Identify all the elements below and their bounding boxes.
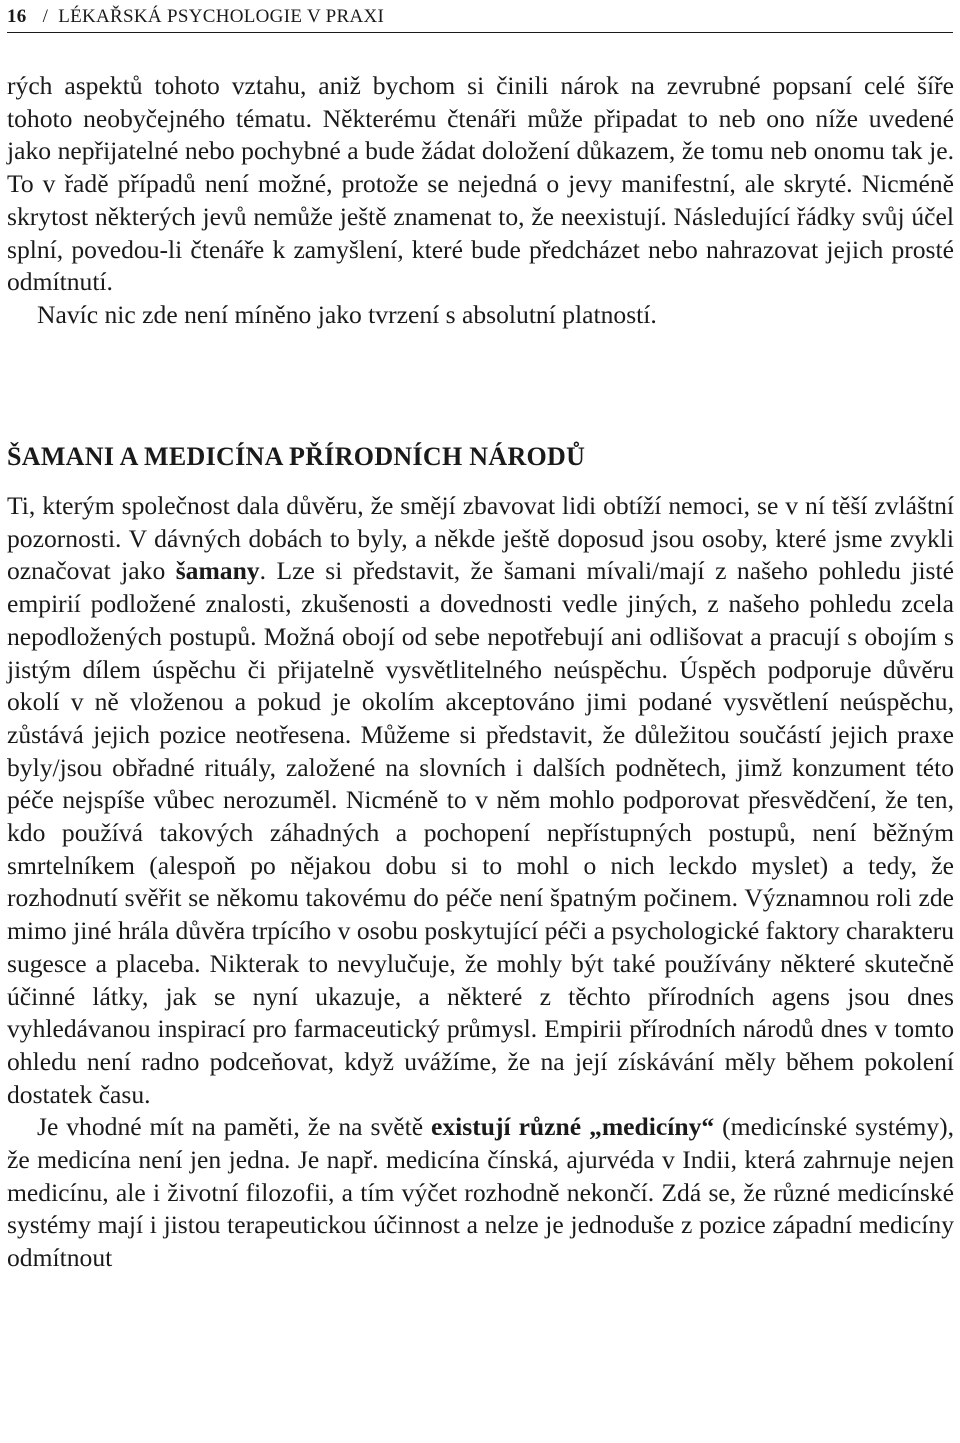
p2-text-after: (medicínské systémy), že medicína není jen jedna. Je např. medicína čínská, ajurvéda v Indii, která zahrnuje nejen medicínu, ale i životní filozofii, a tím výčet rozhodně nekončí. Zdá se, že různé medicínské systémy mají i jistou terapeutickou účinnost a nelze je jednoduše z pozice západní medicíny odmítnout [7, 1112, 954, 1273]
section-paragraph-1 [7, 490, 954, 1111]
intro-paragraph-2: Navíc nic zde není míněno jako tvrzení s absolutní platností. [37, 299, 657, 329]
intro-paragraph-1: rých aspektů tohoto vztahu, aniž bychom si činili nárok na zevrubné popsaní celé šíře tohoto neobyčejného tématu. Některému čtenáři může připadat to neb ono níže uvedené jako nepřijatelné nebo pochybné a bude žádat doložení důkazem, že tomu neb onomu tak je. To v řadě případů není možné, protože se nejedná o jevy manifestní, ale skryté. Nicméně skrytost některých jevů nemůže ještě znamenat to, že neexistují. Následující řádky svůj účel splní, povedou-li čtenáře k zamyšlení, které bude předcházet nebo nahrazovat jejich prosté odmítnutí. [7, 71, 954, 297]
p2-bold-term: existují různé „medicíny“ [431, 1112, 715, 1142]
running-header [7, 4, 953, 33]
p2-text-before: Je vhodné mít na paměti, že na světě [37, 1112, 432, 1142]
p1-text-before: Ti, kterým společnost dala důvěru, že smějí zbavovat lidi obtíží nemoci, se v ní těší zvláštní pozornosti. V dávných dobách to byly, a někde ještě doposud jsou osoby, které jsme zvykli označovat jako [7, 491, 954, 586]
p1-text-after: . Lze si představit, že šamani mívali/mají z našeho pohledu jisté empirií podložené znalosti, zkušenosti a dovednosti vedle jiných, z našeho pohledu zcela nepodložených postupů. Možná obojí od sebe nepotřebují ani odlišovat a pracují s obojím s jistým dílem úspěchu či přijatelně vysvětlitelného neúspěchu. Úspěch podporuje důvěru okolí v ně vloženou a pokud je okolím akceptováno jimi podané vysvětlení neúspěchu, zůstává jejich pozice neotřesena. Můžeme si představit, že důležitou součástí jejich praxe byly/jsou obřadné rituály, založené na slovních i dalších podnětech, jimž konzument této péče nejspíše vůbec nerozuměl. Nicméně to v něm mohlo podporovat přesvědčení, že ten, kdo používá takových záhadných a pochopení nepřístupných postupů, není běžným smrtelníkem (alespoň po nějakou dobu si to mohl o nich leckdo myslet) a tedy, že rozhodnutí svěřit se někomu takovému do péče není špatným počinem. Významnou roli zde mimo jiné hrála důvěra trpícího v osobu poskytující péči a psychologické faktory charakteru sugesce a placeba. Nikterak to nevylučuje, že mohly být také používány některé skutečně účinné látky, jak se nyní ukazuje, a některé z těchto přírodních agens jsou dnes vyhledávanou inspirací pro farmaceutický průmysl. Empirii přírodních národů dnes v tomto ohledu není radno podceňovat, když uvážíme, že na její získávání měly během pokolení dostatek času. [7, 556, 954, 1109]
intro-text-block [7, 70, 954, 332]
p1-bold-term: šamany [175, 556, 260, 586]
header-separator: / [42, 6, 49, 27]
section-heading: ŠAMANI A MEDICÍNA PŘÍRODNÍCH NÁRODŮ [7, 442, 586, 471]
book-title: LÉKAŘSKÁ PSYCHOLOGIE V PRAXI [58, 6, 385, 27]
page-number: 16 [7, 6, 27, 27]
section-text-block [7, 490, 954, 1275]
section-paragraph-2 [7, 1111, 954, 1275]
